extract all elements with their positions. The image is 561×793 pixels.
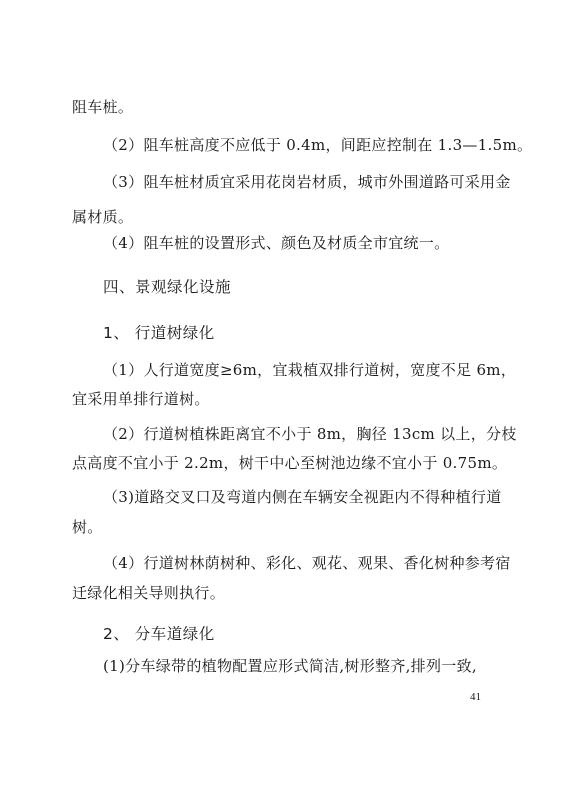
paragraph-line: 阻车桩。	[72, 98, 134, 116]
paragraph-line: （3)道路交叉口及弯道内侧在车辆安全视距内不得种植行道	[103, 488, 502, 506]
paragraph-line: （4）行道树林荫树种、彩化、观花、观果、香化树种参考宿	[103, 554, 511, 572]
paragraph-line: 属材质。	[72, 208, 134, 226]
paragraph-line: 树。	[72, 518, 103, 536]
subsection-heading: 2、 分车道绿化	[103, 625, 215, 643]
paragraph-line: （1）人行道宽度≥6m，宜栽植双排行道树，宽度不足 6m，	[103, 361, 517, 379]
paragraph-line: (1)分车绿带的植物配置应形式简洁,树形整齐,排列一致,	[103, 657, 477, 675]
paragraph-line: （2）行道树植株距离宜不小于 8m，胸径 13cm 以上，分枝	[103, 425, 517, 443]
paragraph-line: 迁绿化相关导则执行。	[72, 584, 226, 602]
paragraph-line: （2）阻车桩高度不应低于 0.4m，间距应控制在 1.3—1.5m。	[103, 136, 533, 154]
paragraph-line: （3）阻车桩材质宜采用花岗岩材质，城市外围道路可采用金	[103, 173, 511, 191]
paragraph-line: （4）阻车桩的设置形式、颜色及材质全市宜统一。	[103, 234, 450, 252]
subsection-heading: 1、 行道树绿化	[103, 324, 215, 342]
paragraph-line: 点高度不宜小于 2.2m，树干中心至树池边缘不宜小于 0.75m。	[72, 454, 508, 472]
paragraph-line: 宜采用单排行道树。	[72, 390, 210, 408]
page-number: 41	[470, 691, 481, 703]
section-heading: 四、景观绿化设施	[103, 278, 232, 296]
